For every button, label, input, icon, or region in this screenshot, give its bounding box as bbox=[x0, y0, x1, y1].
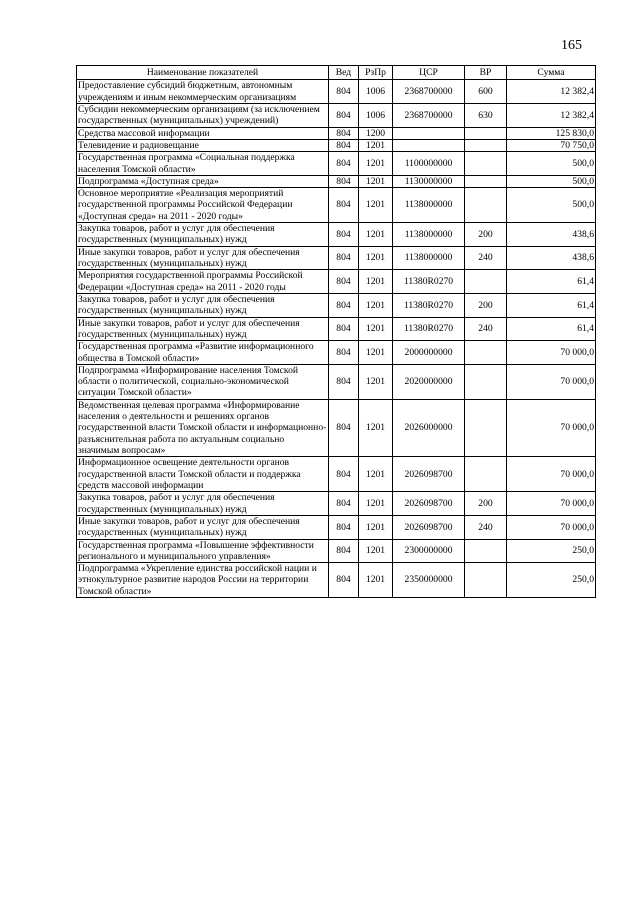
cell-name: Предоставление субсидий бюджетным, автономным учреждениям и иным некоммерческим организациям bbox=[77, 80, 329, 104]
table-row bbox=[77, 539, 596, 563]
cell-vr bbox=[465, 563, 507, 598]
cell-name: Подпрограмма «Информирование населения Томской области о политической, социально-экономической ситуации Томской области» bbox=[77, 364, 329, 399]
cell-ved: 804 bbox=[329, 223, 359, 247]
cell-name: Подпрограмма «Укрепление единства российской нации и этнокультурное развитие народов России на территории Томской области» bbox=[77, 563, 329, 598]
cell-csr: 2300000000 bbox=[393, 539, 465, 563]
cell-vr: 200 bbox=[465, 293, 507, 317]
cell-csr: 2020000000 bbox=[393, 364, 465, 399]
table-row bbox=[77, 457, 596, 492]
cell-sum: 70 000,0 bbox=[507, 341, 596, 365]
cell-csr: 1138000000 bbox=[393, 188, 465, 223]
cell-ved: 804 bbox=[329, 127, 359, 139]
cell-sum: 70 000,0 bbox=[507, 515, 596, 539]
table-row bbox=[77, 223, 596, 247]
cell-sum: 250,0 bbox=[507, 539, 596, 563]
cell-sum: 61,4 bbox=[507, 317, 596, 341]
cell-csr: 1138000000 bbox=[393, 223, 465, 247]
table-row bbox=[77, 270, 596, 294]
cell-ved: 804 bbox=[329, 563, 359, 598]
cell-vr: 200 bbox=[465, 492, 507, 516]
cell-ved: 804 bbox=[329, 139, 359, 151]
cell-rzpr: 1201 bbox=[359, 175, 393, 187]
table-row bbox=[77, 341, 596, 365]
cell-csr: 2000000000 bbox=[393, 341, 465, 365]
cell-csr: 2026098700 bbox=[393, 515, 465, 539]
cell-sum: 61,4 bbox=[507, 293, 596, 317]
cell-rzpr: 1201 bbox=[359, 563, 393, 598]
cell-rzpr: 1006 bbox=[359, 103, 393, 127]
cell-vr: 600 bbox=[465, 80, 507, 104]
header-sum: Сумма bbox=[507, 66, 596, 80]
cell-name: Закупка товаров, работ и услуг для обеспечения государственных (муниципальных) нужд bbox=[77, 293, 329, 317]
cell-ved: 804 bbox=[329, 152, 359, 176]
cell-ved: 804 bbox=[329, 317, 359, 341]
header-rzpr: РзПр bbox=[359, 66, 393, 80]
cell-name: Субсидии некоммерческим организациям (за исключением государственных (муниципальных) учреждений) bbox=[77, 103, 329, 127]
cell-sum: 70 000,0 bbox=[507, 399, 596, 457]
cell-ved: 804 bbox=[329, 80, 359, 104]
cell-rzpr: 1201 bbox=[359, 492, 393, 516]
cell-vr bbox=[465, 539, 507, 563]
cell-ved: 804 bbox=[329, 270, 359, 294]
cell-ved: 804 bbox=[329, 539, 359, 563]
cell-sum: 500,0 bbox=[507, 188, 596, 223]
cell-rzpr: 1201 bbox=[359, 364, 393, 399]
cell-csr: 2026098700 bbox=[393, 457, 465, 492]
table-row bbox=[77, 80, 596, 104]
table-header-row bbox=[77, 66, 596, 80]
table-row bbox=[77, 139, 596, 151]
cell-rzpr: 1201 bbox=[359, 152, 393, 176]
cell-rzpr: 1201 bbox=[359, 223, 393, 247]
cell-csr: 2026098700 bbox=[393, 492, 465, 516]
cell-rzpr: 1201 bbox=[359, 457, 393, 492]
cell-name: Телевидение и радиовещание bbox=[77, 139, 329, 151]
cell-csr: 2350000000 bbox=[393, 563, 465, 598]
cell-sum: 70 750,0 bbox=[507, 139, 596, 151]
cell-ved: 804 bbox=[329, 341, 359, 365]
table-row bbox=[77, 317, 596, 341]
cell-csr: 2026000000 bbox=[393, 399, 465, 457]
cell-rzpr: 1201 bbox=[359, 293, 393, 317]
cell-csr: 1130000000 bbox=[393, 175, 465, 187]
cell-vr bbox=[465, 364, 507, 399]
cell-vr bbox=[465, 270, 507, 294]
cell-ved: 804 bbox=[329, 364, 359, 399]
cell-ved: 804 bbox=[329, 103, 359, 127]
cell-vr: 240 bbox=[465, 317, 507, 341]
cell-sum: 250,0 bbox=[507, 563, 596, 598]
cell-name: Государственная программа «Социальная поддержка населения Томской области» bbox=[77, 152, 329, 176]
table-row bbox=[77, 293, 596, 317]
header-csr: ЦСР bbox=[393, 66, 465, 80]
cell-vr bbox=[465, 341, 507, 365]
cell-sum: 70 000,0 bbox=[507, 492, 596, 516]
cell-sum: 438,6 bbox=[507, 246, 596, 270]
cell-rzpr: 1201 bbox=[359, 270, 393, 294]
cell-vr bbox=[465, 152, 507, 176]
table-row bbox=[77, 364, 596, 399]
cell-ved: 804 bbox=[329, 175, 359, 187]
cell-csr: 11380R0270 bbox=[393, 317, 465, 341]
cell-name: Иные закупки товаров, работ и услуг для обеспечения государственных (муниципальных) нужд bbox=[77, 317, 329, 341]
table-row bbox=[77, 127, 596, 139]
cell-name: Средства массовой информации bbox=[77, 127, 329, 139]
cell-rzpr: 1200 bbox=[359, 127, 393, 139]
cell-vr: 630 bbox=[465, 103, 507, 127]
cell-name: Мероприятия государственной программы Российской Федерации «Доступная среда» на 2011 - 2020 годы bbox=[77, 270, 329, 294]
cell-vr bbox=[465, 399, 507, 457]
page-number: 165 bbox=[561, 38, 582, 53]
cell-rzpr: 1201 bbox=[359, 399, 393, 457]
cell-vr bbox=[465, 457, 507, 492]
cell-csr: 11380R0270 bbox=[393, 293, 465, 317]
cell-rzpr: 1201 bbox=[359, 139, 393, 151]
cell-name: Иные закупки товаров, работ и услуг для обеспечения государственных (муниципальных) нужд bbox=[77, 515, 329, 539]
header-vr: ВР bbox=[465, 66, 507, 80]
cell-sum: 500,0 bbox=[507, 175, 596, 187]
cell-ved: 804 bbox=[329, 492, 359, 516]
cell-csr: 1138000000 bbox=[393, 246, 465, 270]
cell-csr bbox=[393, 127, 465, 139]
cell-name: Закупка товаров, работ и услуг для обеспечения государственных (муниципальных) нужд bbox=[77, 492, 329, 516]
cell-name: Государственная программа «Развитие информационного общества в Томской области» bbox=[77, 341, 329, 365]
cell-sum: 500,0 bbox=[507, 152, 596, 176]
cell-vr bbox=[465, 127, 507, 139]
cell-name: Подпрограмма «Доступная среда» bbox=[77, 175, 329, 187]
cell-sum: 438,6 bbox=[507, 223, 596, 247]
cell-sum: 12 382,4 bbox=[507, 80, 596, 104]
table-row bbox=[77, 188, 596, 223]
cell-csr: 2368700000 bbox=[393, 103, 465, 127]
cell-csr bbox=[393, 139, 465, 151]
cell-csr: 11380R0270 bbox=[393, 270, 465, 294]
cell-sum: 70 000,0 bbox=[507, 364, 596, 399]
cell-csr: 2368700000 bbox=[393, 80, 465, 104]
cell-rzpr: 1006 bbox=[359, 80, 393, 104]
budget-table bbox=[76, 65, 596, 598]
cell-name: Ведомственная целевая программа «Информирование населения о деятельности и решениях органов государственной власти Томской области и информационно-разъяснительная работа по актуальным социально значимым вопросам» bbox=[77, 399, 329, 457]
table-row bbox=[77, 515, 596, 539]
table-row bbox=[77, 175, 596, 187]
table-row bbox=[77, 152, 596, 176]
cell-ved: 804 bbox=[329, 246, 359, 270]
table-row bbox=[77, 563, 596, 598]
cell-vr bbox=[465, 175, 507, 187]
header-name: Наименование показателей bbox=[77, 66, 329, 80]
cell-ved: 804 bbox=[329, 399, 359, 457]
cell-name: Государственная программа «Повышение эффективности регионального и муниципального управления» bbox=[77, 539, 329, 563]
table-row bbox=[77, 399, 596, 457]
table-row bbox=[77, 103, 596, 127]
cell-vr bbox=[465, 139, 507, 151]
cell-rzpr: 1201 bbox=[359, 246, 393, 270]
cell-name: Закупка товаров, работ и услуг для обеспечения государственных (муниципальных) нужд bbox=[77, 223, 329, 247]
cell-ved: 804 bbox=[329, 515, 359, 539]
cell-name: Иные закупки товаров, работ и услуг для обеспечения государственных (муниципальных) нужд bbox=[77, 246, 329, 270]
cell-sum: 12 382,4 bbox=[507, 103, 596, 127]
cell-ved: 804 bbox=[329, 293, 359, 317]
cell-ved: 804 bbox=[329, 457, 359, 492]
cell-name: Основное мероприятие «Реализация мероприятий государственной программы Российской Федерации «Доступная среда» на 2011 - 2020 годы» bbox=[77, 188, 329, 223]
cell-sum: 70 000,0 bbox=[507, 457, 596, 492]
cell-sum: 125 830,0 bbox=[507, 127, 596, 139]
cell-rzpr: 1201 bbox=[359, 539, 393, 563]
cell-ved: 804 bbox=[329, 188, 359, 223]
cell-rzpr: 1201 bbox=[359, 188, 393, 223]
table-row bbox=[77, 492, 596, 516]
cell-name: Информационное освещение деятельности органов государственной власти Томской области и поддержка средств массовой информации bbox=[77, 457, 329, 492]
cell-vr: 240 bbox=[465, 246, 507, 270]
cell-vr: 200 bbox=[465, 223, 507, 247]
cell-rzpr: 1201 bbox=[359, 341, 393, 365]
cell-rzpr: 1201 bbox=[359, 317, 393, 341]
table-row bbox=[77, 246, 596, 270]
cell-csr: 1100000000 bbox=[393, 152, 465, 176]
cell-rzpr: 1201 bbox=[359, 515, 393, 539]
cell-vr: 240 bbox=[465, 515, 507, 539]
cell-sum: 61,4 bbox=[507, 270, 596, 294]
cell-vr bbox=[465, 188, 507, 223]
header-ved: Вед bbox=[329, 66, 359, 80]
